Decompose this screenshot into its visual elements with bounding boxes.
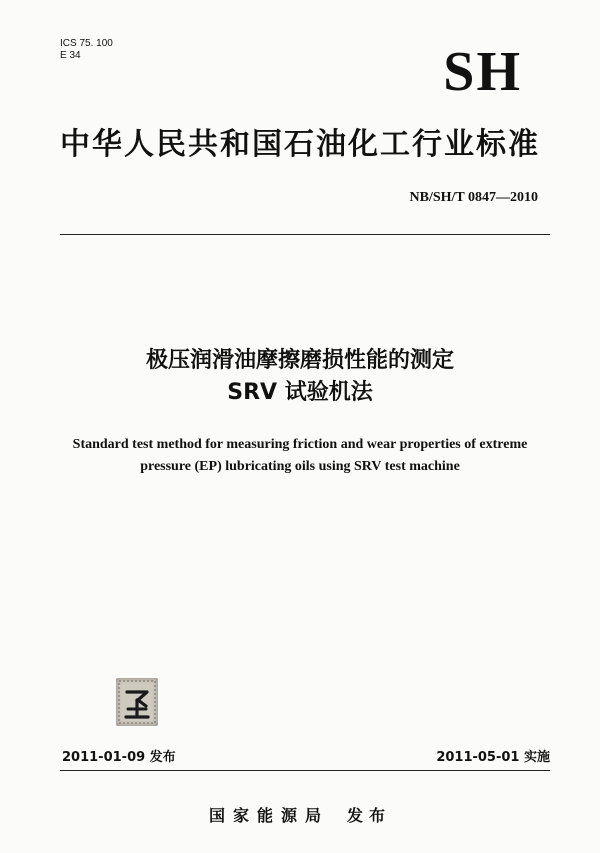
english-title-line-2: pressure (EP) lubricating oils using SRV test machine	[140, 459, 460, 474]
effective-date: 2011-05-01 实施	[436, 750, 550, 765]
standard-number: NB/SH/T 0847—2010	[409, 190, 538, 205]
ccs-code: E 34	[60, 50, 81, 61]
bottom-divider	[60, 770, 550, 771]
english-title-line-1: Standard test method for measuring friction and wear properties of extreme	[72, 437, 528, 452]
release-date: 2011-01-09 发布	[62, 750, 176, 765]
publisher-organization: 国家能源局	[208, 806, 329, 825]
industry-standard-title: 中华人民共和国石油化工行业标准	[60, 127, 540, 162]
chinese-title-line-1: 极压润滑油摩擦磨损性能的测定	[145, 348, 454, 373]
publisher-line	[0, 803, 600, 826]
english-title	[40, 434, 560, 478]
classification-codes	[60, 38, 113, 62]
chinese-title-line-2: SRV 试验机法	[227, 380, 373, 405]
seal-stamp-icon	[116, 678, 158, 726]
top-divider	[60, 234, 550, 235]
sh-logo: SH	[443, 41, 522, 103]
chinese-title	[0, 345, 600, 409]
publisher-action: 发布	[347, 806, 392, 825]
ics-code: ICS 75. 100	[60, 38, 113, 49]
